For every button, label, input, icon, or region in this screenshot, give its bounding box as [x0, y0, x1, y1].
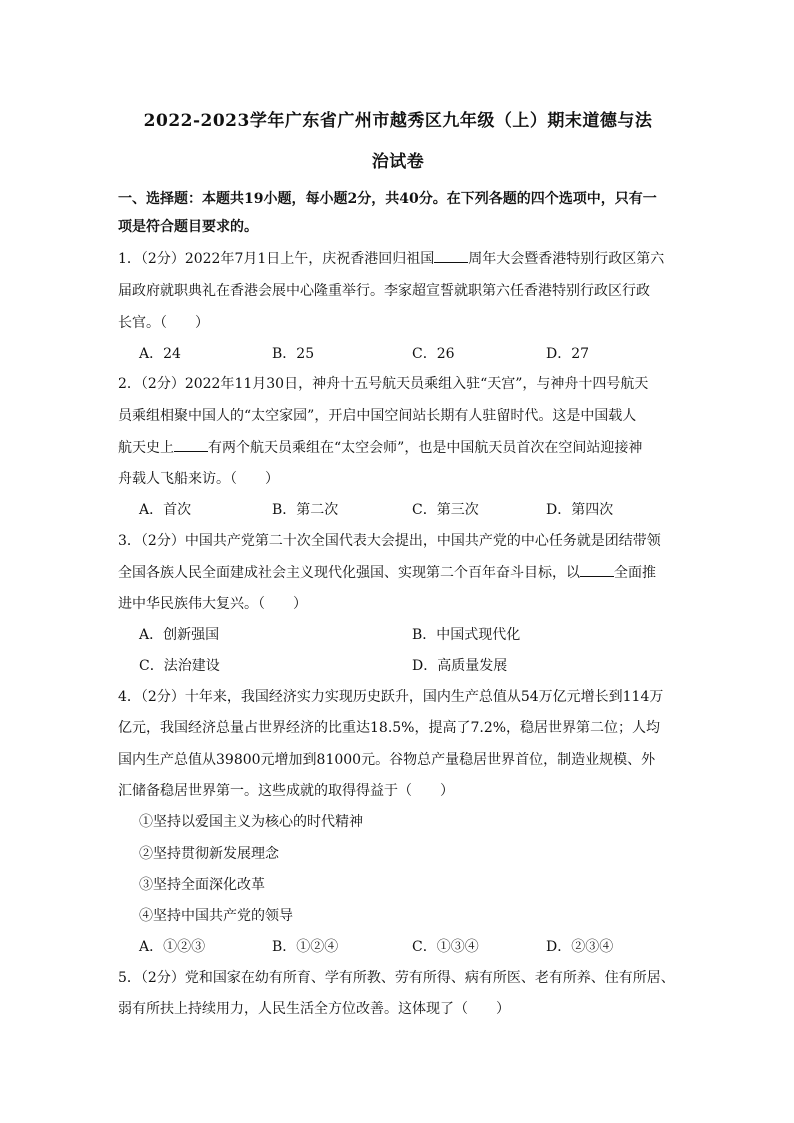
- q2-line2: 员乘组相聚中国人的“太空家园”，开启中国空间站长期有人驻留时代。这是中国载人: [118, 408, 637, 424]
- q2-option-d[interactable]: D．第四次: [546, 502, 614, 518]
- q2-line4: 舟载人飞船来访。（ ）: [118, 471, 279, 487]
- answer-blank: [580, 564, 614, 577]
- section-heading-line2: 项是符合题目要求的。: [118, 219, 258, 235]
- section-heading-line1: 一、选择题：本题共19小题，每小题2分，共40分。在下列各题的四个选项中，只有一: [118, 191, 657, 207]
- q2-line1: 2．（2分）2022年11月30日，神舟十五号航天员乘组入驻“天宫”，与神舟十四号航天: [118, 376, 649, 392]
- q4-item-1: ①坚持以爱国主义为核心的时代精神: [139, 814, 363, 830]
- q3-option-b[interactable]: B．中国式现代化: [412, 627, 521, 643]
- exam-title-line2: 治试卷: [371, 152, 425, 172]
- answer-blank: [174, 439, 208, 452]
- q2-option-c[interactable]: C．第三次: [412, 502, 479, 518]
- q4-line1: 4．（2分）十年来，我国经济实力实现历史跃升，国内生产总值从54万亿元增长到114万: [118, 689, 664, 705]
- q4-item-3: ③坚持全面深化改革: [139, 877, 265, 893]
- q4-option-c[interactable]: C．①③④: [412, 939, 479, 955]
- exam-title-line1: 2022-2023学年广东省广州市越秀区九年级（上）期末道德与法: [143, 111, 653, 131]
- q1-line3: 长官。（ ）: [118, 315, 209, 331]
- q2-line3: 航天史上 有两个航天员乘组在“太空会师”，也是中国航天员首次在空间站迎接神: [118, 440, 643, 456]
- q1-option-d[interactable]: D．27: [546, 346, 590, 362]
- q4-option-a[interactable]: A．①②③: [139, 939, 206, 955]
- q3-line2: 全国各族人民全面建成社会主义现代化强国、实现第二个百年奋斗目标，以 全面推: [118, 565, 656, 581]
- q3-line1: 3．（2分）中国共产党第二十次全国代表大会提出，中国共产党的中心任务就是团结带领: [118, 533, 661, 549]
- q1-option-b[interactable]: B．25: [272, 346, 315, 362]
- q4-line2: 亿元，我国经济总量占世界经济的比重达18.5%，提高了7.2%，稳居世界第二位；人均: [118, 720, 661, 736]
- q5-line1: 5．（2分）党和国家在幼有所育、学有所教、劳有所得、病有所医、老有所养、住有所居、: [118, 970, 675, 986]
- q2-option-b[interactable]: B．第二次: [272, 502, 339, 518]
- q4-line4: 汇储备稳居世界第一。这些成就的取得得益于（ ）: [118, 783, 454, 799]
- q3-option-c[interactable]: C．法治建设: [139, 658, 220, 674]
- q1-line1: 1．（2分）2022年7月1日上午，庆祝香港回归祖国 周年大会暨香港特别行政区第六: [118, 251, 665, 267]
- q4-item-4: ④坚持中国共产党的领导: [139, 908, 293, 924]
- q3-option-d[interactable]: D．高质量发展: [412, 658, 508, 674]
- answer-blank: [434, 250, 468, 263]
- q4-option-b[interactable]: B．①②④: [272, 939, 339, 955]
- q4-item-2: ②坚持贯彻新发展理念: [139, 846, 279, 862]
- q1-option-c[interactable]: C．26: [412, 346, 455, 362]
- q4-option-d[interactable]: D．②③④: [546, 939, 614, 955]
- q3-option-a[interactable]: A．创新强国: [139, 627, 220, 643]
- q3-line3: 进中华民族伟大复兴。（ ）: [118, 596, 307, 612]
- q4-line3: 国内生产总值从39800元增加到81000元。谷物总产量稳居世界首位，制造业规模、外: [118, 752, 656, 768]
- q2-option-a[interactable]: A．首次: [139, 502, 192, 518]
- q1-line2: 届政府就职典礼在香港会展中心隆重举行。李家超宣誓就职第六任香港特别行政区行政: [118, 283, 650, 299]
- q5-line2: 弱有所扶上持续用力，人民生活全方位改善。这体现了（ ）: [118, 1001, 510, 1017]
- q1-option-a[interactable]: A．24: [139, 346, 181, 362]
